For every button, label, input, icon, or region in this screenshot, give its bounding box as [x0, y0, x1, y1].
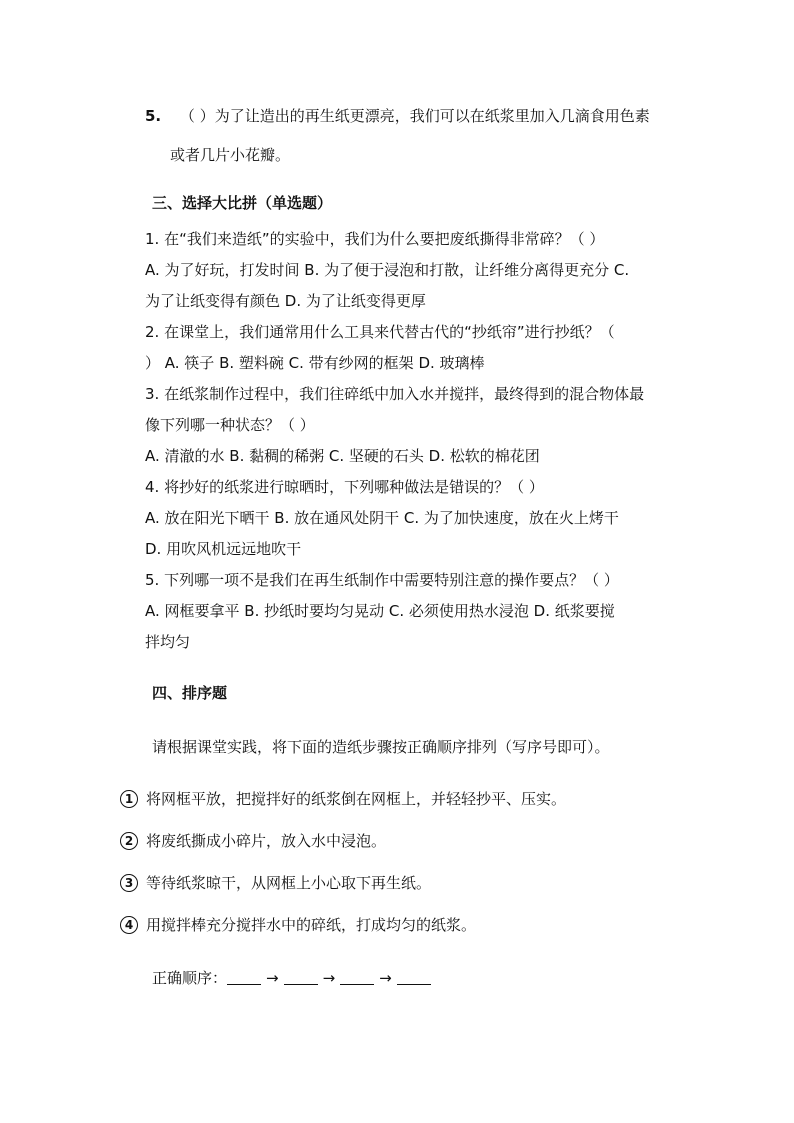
answer-line — [152, 968, 431, 988]
answer-blank-2[interactable] — [284, 970, 318, 985]
s3-line-11: D. 用吹风机远远地吹干 — [145, 540, 302, 558]
arrow-icon: → — [266, 969, 279, 987]
q5-line2: 或者几片小花瓣。 — [170, 146, 291, 164]
s3-line-9: 4. 将抄好的纸浆进行晾晒时，下列哪种做法是错误的？（ ） — [145, 478, 544, 496]
s3-line-7: 像下列哪一种状态？（ ） — [145, 416, 315, 434]
s3-line-10: A. 放在阳光下晒干 B. 放在通风处阴干 C. 为了加快速度，放在火上烤干 — [145, 509, 619, 527]
step-number-4: 4 — [120, 916, 138, 934]
q5-number: 5. — [145, 107, 162, 125]
step-number-3: 3 — [120, 874, 138, 892]
s3-line-3: 为了让纸变得有颜色 D. 为了让纸变得更厚 — [145, 292, 426, 310]
step-3 — [120, 873, 431, 893]
answer-label: 正确顺序： — [152, 969, 228, 987]
s3-line-5: ） A. 筷子 B. 塑料碗 C. 带有纱网的框架 D. 玻璃棒 — [145, 354, 485, 372]
s3-line-12: 5. 下列哪一项不是我们在再生纸制作中需要特别注意的操作要点？（ ） — [145, 571, 619, 589]
arrow-icon: → — [322, 969, 336, 987]
section4-intro: 请根据课堂实践，将下面的造纸步骤按正确顺序排列（写序号即可）。 — [152, 738, 610, 756]
answer-blank-4[interactable] — [397, 970, 431, 985]
step-2 — [120, 831, 386, 851]
answer-blank-3[interactable] — [340, 970, 374, 985]
step-text-2: 将废纸撕成小碎片，放入水中浸泡。 — [146, 832, 387, 850]
step-text-1: 将网框平放，把搅拌好的纸浆倒在网框上，并轻轻抄平、压实。 — [146, 790, 567, 808]
s3-line-1: 1. 在“我们来造纸”的实验中，我们为什么要把废纸撕得非常碎？（ ） — [145, 230, 605, 248]
step-text-4: 用搅拌棒充分搅拌水中的碎纸，打成均匀的纸浆。 — [146, 916, 477, 934]
s3-line-14: 拌均匀 — [145, 633, 191, 651]
step-number-2: 2 — [120, 832, 138, 850]
step-1 — [120, 789, 566, 809]
answer-blank-1[interactable] — [227, 970, 261, 985]
section3-title: 三、选择大比拼（单选题） — [152, 194, 333, 212]
step-text-3: 等待纸浆晾干，从网框上小心取下再生纸。 — [146, 874, 432, 892]
step-4 — [120, 915, 476, 935]
s3-line-2: A. 为了好玩，打发时间 B. 为了便于浸泡和打散，让纤维分离得更充分 C. — [145, 261, 630, 279]
s3-line-8: A. 清澈的水 B. 黏稠的稀粥 C. 坚硬的石头 D. 松软的棉花团 — [145, 447, 540, 465]
q5-text: （ ）为了让造出的再生纸更漂亮，我们可以在纸浆里加入几滴食用色素 — [179, 107, 650, 125]
step-number-1: 1 — [120, 790, 138, 808]
s3-line-4: 2. 在课堂上，我们通常用什么工具来代替古代的“抄纸帘”进行抄纸？（ — [145, 323, 615, 341]
s3-line-13: A. 网框要拿平 B. 抄纸时要均匀晃动 C. 必须使用热水浸泡 D. 纸浆要搅 — [145, 602, 615, 620]
q5-line1 — [145, 106, 650, 126]
section4-title: 四、排序题 — [152, 684, 228, 702]
arrow-icon: → — [379, 969, 392, 987]
s3-line-6: 3. 在纸浆制作过程中，我们往碎纸中加入水并搅拌，最终得到的混合物体最 — [145, 385, 645, 403]
